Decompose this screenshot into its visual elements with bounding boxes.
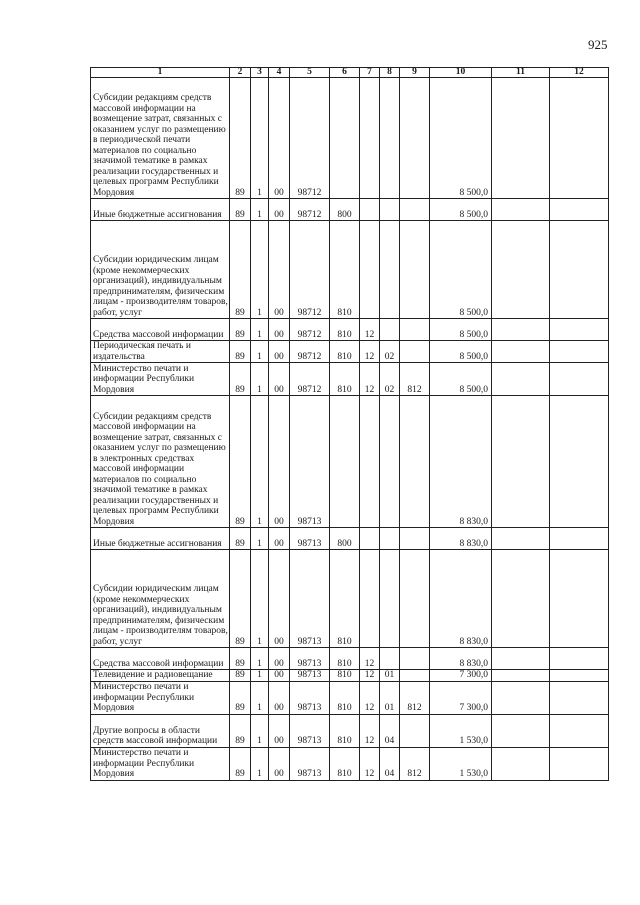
table-row bbox=[91, 681, 609, 714]
cell-program-code: 1 bbox=[251, 319, 269, 341]
column-header: 12 bbox=[550, 68, 609, 78]
cell-row-name: Телевидение и радиовещание bbox=[91, 670, 230, 682]
cell-amount: 8 500,0 bbox=[430, 319, 492, 341]
cell-subprogram-code: 00 bbox=[269, 550, 290, 648]
cell-subsection-code bbox=[380, 221, 400, 319]
table-row bbox=[91, 341, 609, 363]
cell-subsection-code: 04 bbox=[380, 714, 400, 747]
cell-col-12 bbox=[550, 199, 609, 221]
cell-subprogram-code: 00 bbox=[269, 199, 290, 221]
cell-subsection-code bbox=[380, 648, 400, 670]
cell-col-12 bbox=[550, 319, 609, 341]
cell-section-code: 12 bbox=[360, 319, 380, 341]
cell-row-name: Министерство печати и информации Республики Мордовия bbox=[91, 363, 230, 396]
cell-program-code: 1 bbox=[251, 363, 269, 396]
cell-ministry-code bbox=[400, 714, 430, 747]
column-header: 4 bbox=[269, 68, 290, 78]
cell-col-12 bbox=[550, 714, 609, 747]
table-row bbox=[91, 714, 609, 747]
cell-col-11 bbox=[492, 363, 550, 396]
cell-row-name: Средства массовой информации bbox=[91, 648, 230, 670]
cell-admin-code: 89 bbox=[230, 78, 251, 199]
cell-admin-code: 89 bbox=[230, 221, 251, 319]
cell-subprogram-code: 00 bbox=[269, 221, 290, 319]
cell-col-12 bbox=[550, 221, 609, 319]
column-header: 5 bbox=[290, 68, 330, 78]
cell-section-code: 12 bbox=[360, 363, 380, 396]
cell-expense-code: 98712 bbox=[290, 221, 330, 319]
cell-col-11 bbox=[492, 319, 550, 341]
cell-section-code bbox=[360, 550, 380, 648]
cell-col-12 bbox=[550, 78, 609, 199]
cell-col-12 bbox=[550, 670, 609, 682]
cell-group-code: 810 bbox=[330, 714, 360, 747]
cell-col-11 bbox=[492, 221, 550, 319]
cell-ministry-code bbox=[400, 550, 430, 648]
cell-section-code: 12 bbox=[360, 648, 380, 670]
cell-amount: 7 300,0 bbox=[430, 681, 492, 714]
budget-table bbox=[90, 67, 609, 781]
table-row bbox=[91, 319, 609, 341]
cell-subsection-code bbox=[380, 550, 400, 648]
table-row bbox=[91, 747, 609, 780]
cell-row-name: Средства массовой информации bbox=[91, 319, 230, 341]
cell-row-name: Иные бюджетные ассигнования bbox=[91, 528, 230, 550]
cell-ministry-code bbox=[400, 341, 430, 363]
cell-program-code: 1 bbox=[251, 681, 269, 714]
cell-amount: 1 530,0 bbox=[430, 714, 492, 747]
cell-col-11 bbox=[492, 747, 550, 780]
cell-program-code: 1 bbox=[251, 341, 269, 363]
cell-amount: 8 500,0 bbox=[430, 341, 492, 363]
cell-subsection-code: 02 bbox=[380, 341, 400, 363]
cell-expense-code: 98713 bbox=[290, 670, 330, 682]
cell-subsection-code: 02 bbox=[380, 363, 400, 396]
cell-col-12 bbox=[550, 681, 609, 714]
cell-subprogram-code: 00 bbox=[269, 670, 290, 682]
cell-admin-code: 89 bbox=[230, 363, 251, 396]
cell-col-11 bbox=[492, 681, 550, 714]
cell-row-name: Министерство печати и информации Республики Мордовия bbox=[91, 681, 230, 714]
cell-program-code: 1 bbox=[251, 747, 269, 780]
cell-expense-code: 98712 bbox=[290, 363, 330, 396]
cell-admin-code: 89 bbox=[230, 341, 251, 363]
cell-expense-code: 98713 bbox=[290, 528, 330, 550]
cell-col-12 bbox=[550, 396, 609, 528]
table-row bbox=[91, 396, 609, 528]
cell-amount: 8 500,0 bbox=[430, 221, 492, 319]
cell-row-name: Министерство печати и информации Республики Мордовия bbox=[91, 747, 230, 780]
cell-amount: 8 500,0 bbox=[430, 363, 492, 396]
cell-amount: 1 530,0 bbox=[430, 747, 492, 780]
table-row bbox=[91, 528, 609, 550]
cell-col-11 bbox=[492, 648, 550, 670]
cell-amount: 7 300,0 bbox=[430, 670, 492, 682]
cell-expense-code: 98713 bbox=[290, 648, 330, 670]
cell-admin-code: 89 bbox=[230, 747, 251, 780]
cell-admin-code: 89 bbox=[230, 648, 251, 670]
cell-expense-code: 98713 bbox=[290, 681, 330, 714]
cell-section-code: 12 bbox=[360, 341, 380, 363]
cell-subsection-code bbox=[380, 199, 400, 221]
column-header: 8 bbox=[380, 68, 400, 78]
cell-group-code: 810 bbox=[330, 648, 360, 670]
cell-program-code: 1 bbox=[251, 528, 269, 550]
cell-section-code: 12 bbox=[360, 681, 380, 714]
cell-group-code: 810 bbox=[330, 341, 360, 363]
cell-subsection-code: 04 bbox=[380, 747, 400, 780]
cell-amount: 8 830,0 bbox=[430, 550, 492, 648]
cell-row-name: Субсидии редакциям средств массовой информации на возмещение затрат, связанных с оказанием услуг по размещению в периодической печати материалов по социально значимой тематике в рамках реализации государственных и целевых программ Республики Мордовия bbox=[91, 78, 230, 199]
cell-subprogram-code: 00 bbox=[269, 648, 290, 670]
cell-group-code bbox=[330, 78, 360, 199]
cell-subprogram-code: 00 bbox=[269, 396, 290, 528]
cell-admin-code: 89 bbox=[230, 550, 251, 648]
column-header: 7 bbox=[360, 68, 380, 78]
cell-admin-code: 89 bbox=[230, 528, 251, 550]
cell-amount: 8 500,0 bbox=[430, 199, 492, 221]
cell-row-name: Иные бюджетные ассигнования bbox=[91, 199, 230, 221]
cell-subsection-code: 01 bbox=[380, 681, 400, 714]
cell-program-code: 1 bbox=[251, 396, 269, 528]
cell-row-name: Периодическая печать и издательства bbox=[91, 341, 230, 363]
cell-row-name: Субсидии юридическим лицам (кроме некоммерческих организаций), индивидуальным предпринимателям, физическим лицам - производителям товаров, работ, услуг bbox=[91, 550, 230, 648]
cell-program-code: 1 bbox=[251, 550, 269, 648]
cell-group-code: 800 bbox=[330, 199, 360, 221]
cell-group-code bbox=[330, 396, 360, 528]
cell-admin-code: 89 bbox=[230, 319, 251, 341]
cell-amount: 8 500,0 bbox=[430, 78, 492, 199]
cell-expense-code: 98713 bbox=[290, 714, 330, 747]
cell-ministry-code bbox=[400, 319, 430, 341]
column-header: 9 bbox=[400, 68, 430, 78]
column-header: 11 bbox=[492, 68, 550, 78]
column-header: 1 bbox=[91, 68, 230, 78]
table-row bbox=[91, 199, 609, 221]
cell-subprogram-code: 00 bbox=[269, 363, 290, 396]
table-row bbox=[91, 670, 609, 682]
cell-ministry-code bbox=[400, 670, 430, 682]
cell-section-code bbox=[360, 199, 380, 221]
cell-col-11 bbox=[492, 714, 550, 747]
cell-col-12 bbox=[550, 648, 609, 670]
table-body bbox=[91, 78, 609, 781]
column-header: 3 bbox=[251, 68, 269, 78]
table-header-row bbox=[91, 68, 609, 78]
cell-subprogram-code: 00 bbox=[269, 341, 290, 363]
cell-group-code: 810 bbox=[330, 681, 360, 714]
cell-program-code: 1 bbox=[251, 714, 269, 747]
table-row bbox=[91, 550, 609, 648]
cell-expense-code: 98713 bbox=[290, 550, 330, 648]
cell-admin-code: 89 bbox=[230, 681, 251, 714]
cell-ministry-code: 812 bbox=[400, 363, 430, 396]
cell-program-code: 1 bbox=[251, 648, 269, 670]
cell-expense-code: 98713 bbox=[290, 747, 330, 780]
cell-ministry-code: 812 bbox=[400, 681, 430, 714]
cell-subsection-code bbox=[380, 319, 400, 341]
cell-ministry-code: 812 bbox=[400, 747, 430, 780]
cell-admin-code: 89 bbox=[230, 714, 251, 747]
cell-program-code: 1 bbox=[251, 199, 269, 221]
cell-col-11 bbox=[492, 199, 550, 221]
cell-group-code: 810 bbox=[330, 363, 360, 396]
cell-section-code bbox=[360, 528, 380, 550]
cell-subprogram-code: 00 bbox=[269, 78, 290, 199]
cell-expense-code: 98712 bbox=[290, 341, 330, 363]
cell-col-11 bbox=[492, 670, 550, 682]
column-header: 10 bbox=[430, 68, 492, 78]
cell-col-12 bbox=[550, 363, 609, 396]
cell-subsection-code: 01 bbox=[380, 670, 400, 682]
cell-subprogram-code: 00 bbox=[269, 747, 290, 780]
cell-section-code: 12 bbox=[360, 670, 380, 682]
cell-row-name: Другие вопросы в области средств массовой информации bbox=[91, 714, 230, 747]
cell-admin-code: 89 bbox=[230, 396, 251, 528]
cell-subsection-code bbox=[380, 528, 400, 550]
cell-col-12 bbox=[550, 550, 609, 648]
cell-group-code: 800 bbox=[330, 528, 360, 550]
cell-expense-code: 98713 bbox=[290, 396, 330, 528]
cell-subsection-code bbox=[380, 396, 400, 528]
table-row bbox=[91, 648, 609, 670]
cell-ministry-code bbox=[400, 221, 430, 319]
cell-group-code: 810 bbox=[330, 670, 360, 682]
cell-subprogram-code: 00 bbox=[269, 681, 290, 714]
cell-amount: 8 830,0 bbox=[430, 648, 492, 670]
cell-group-code: 810 bbox=[330, 550, 360, 648]
column-header: 2 bbox=[230, 68, 251, 78]
cell-program-code: 1 bbox=[251, 78, 269, 199]
cell-row-name: Субсидии редакциям средств массовой информации на возмещение затрат, связанных с оказанием услуг по размещению в электронных средствах массовой информации материалов по социально значимой тематике в рамках реализации государственных и целевых программ Республики Мордовия bbox=[91, 396, 230, 528]
cell-section-code: 12 bbox=[360, 714, 380, 747]
cell-col-12 bbox=[550, 528, 609, 550]
cell-amount: 8 830,0 bbox=[430, 528, 492, 550]
table-row bbox=[91, 363, 609, 396]
cell-col-11 bbox=[492, 528, 550, 550]
table-row bbox=[91, 221, 609, 319]
cell-ministry-code bbox=[400, 528, 430, 550]
cell-section-code: 12 bbox=[360, 747, 380, 780]
cell-program-code: 1 bbox=[251, 221, 269, 319]
cell-subsection-code bbox=[380, 78, 400, 199]
cell-col-11 bbox=[492, 78, 550, 199]
cell-col-12 bbox=[550, 747, 609, 780]
cell-expense-code: 98712 bbox=[290, 199, 330, 221]
cell-section-code bbox=[360, 221, 380, 319]
cell-ministry-code bbox=[400, 648, 430, 670]
cell-row-name: Субсидии юридическим лицам (кроме некоммерческих организаций), индивидуальным предпринимателям, физическим лицам - производителям товаров, работ, услуг bbox=[91, 221, 230, 319]
cell-subprogram-code: 00 bbox=[269, 714, 290, 747]
cell-admin-code: 89 bbox=[230, 670, 251, 682]
page-number: 925 bbox=[588, 37, 608, 52]
cell-expense-code: 98712 bbox=[290, 319, 330, 341]
cell-col-11 bbox=[492, 396, 550, 528]
table-row bbox=[91, 78, 609, 199]
cell-col-11 bbox=[492, 550, 550, 648]
cell-group-code: 810 bbox=[330, 221, 360, 319]
cell-ministry-code bbox=[400, 199, 430, 221]
cell-ministry-code bbox=[400, 396, 430, 528]
column-header: 6 bbox=[330, 68, 360, 78]
cell-amount: 8 830,0 bbox=[430, 396, 492, 528]
cell-subprogram-code: 00 bbox=[269, 319, 290, 341]
cell-group-code: 810 bbox=[330, 319, 360, 341]
cell-section-code bbox=[360, 78, 380, 199]
cell-expense-code: 98712 bbox=[290, 78, 330, 199]
cell-ministry-code bbox=[400, 78, 430, 199]
cell-col-12 bbox=[550, 341, 609, 363]
cell-program-code: 1 bbox=[251, 670, 269, 682]
cell-col-11 bbox=[492, 341, 550, 363]
cell-group-code: 810 bbox=[330, 747, 360, 780]
cell-admin-code: 89 bbox=[230, 199, 251, 221]
cell-subprogram-code: 00 bbox=[269, 528, 290, 550]
cell-section-code bbox=[360, 396, 380, 528]
